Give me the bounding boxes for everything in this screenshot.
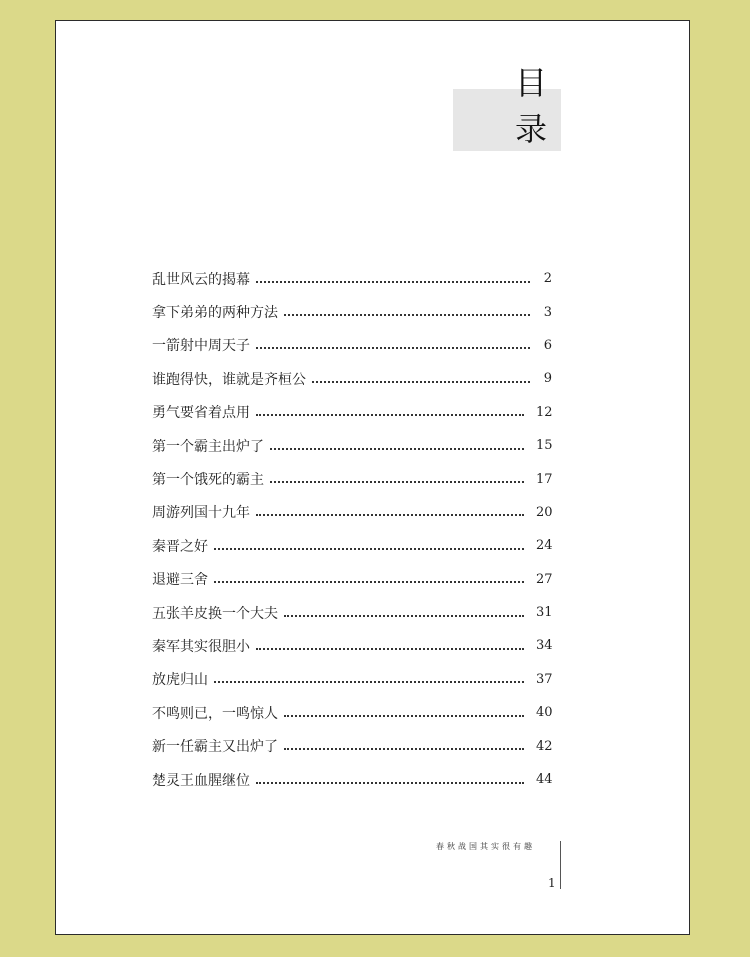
toc-entry-page: 17: [536, 471, 553, 487]
dot-leader: [256, 347, 530, 349]
toc-entry[interactable]: [152, 362, 552, 395]
dot-leader: [284, 314, 530, 316]
toc-entry-title: 五张羊皮换一个大夫: [152, 605, 278, 622]
toc-entry-page: 44: [536, 772, 553, 788]
dot-leader: [214, 581, 524, 583]
dot-leader: [256, 648, 524, 650]
toc-entry-title: 新一任霸主又出炉了: [152, 739, 278, 756]
dot-leader: [256, 514, 524, 516]
footer-divider: [560, 841, 561, 889]
toc-entry-page: 15: [536, 438, 553, 454]
toc-entry-page: 37: [536, 671, 553, 687]
toc-entry-title: 乱世风云的揭幕: [152, 271, 250, 288]
toc-entry-page: 24: [536, 538, 553, 554]
toc-entry[interactable]: [152, 529, 552, 562]
toc-entry-page: 9: [543, 371, 552, 387]
page-title-line-1: 目: [514, 64, 547, 102]
toc-entry-title: 退避三舍: [152, 572, 208, 589]
toc-entry[interactable]: [152, 696, 552, 729]
toc-entry[interactable]: [152, 763, 552, 796]
toc-entry-page: 31: [536, 605, 553, 621]
toc-entry[interactable]: [152, 629, 552, 662]
dot-leader: [214, 548, 524, 550]
toc-entry-page: 27: [536, 571, 553, 587]
dot-leader: [256, 414, 524, 416]
toc-entry-title: 秦晋之好: [152, 538, 208, 555]
page-number: 1: [548, 876, 556, 890]
dot-leader: [284, 615, 524, 617]
toc-entry[interactable]: [152, 729, 552, 762]
toc-entry-title: 勇气要省着点用: [152, 405, 250, 422]
toc-entry-page: 42: [536, 738, 553, 754]
dot-leader: [256, 782, 524, 784]
toc-entry[interactable]: [152, 596, 552, 629]
toc-entry-title: 周游列国十九年: [152, 505, 250, 522]
toc-entry[interactable]: [152, 396, 552, 429]
toc-entry[interactable]: [152, 329, 552, 362]
dot-leader: [270, 448, 524, 450]
toc-entry[interactable]: [152, 663, 552, 696]
dot-leader: [270, 481, 524, 483]
toc-entry-page: 20: [536, 504, 553, 520]
toc-entry[interactable]: [152, 262, 552, 295]
dot-leader: [284, 715, 524, 717]
book-page: [55, 20, 690, 935]
toc-entry[interactable]: [152, 429, 552, 462]
toc-entry-page: 3: [543, 304, 552, 320]
toc-entry[interactable]: [152, 462, 552, 495]
toc-entry-page: 40: [536, 705, 553, 721]
table-of-contents: [152, 262, 552, 796]
toc-entry[interactable]: [152, 295, 552, 328]
toc-entry-page: 6: [543, 337, 552, 353]
dot-leader: [284, 748, 524, 750]
toc-entry-title: 谁跑得快，谁就是齐桓公: [152, 371, 306, 388]
toc-entry-title: 秦军其实很胆小: [152, 638, 250, 655]
running-footer-title: 春秋战国其实很有趣: [436, 842, 535, 851]
dot-leader: [256, 281, 530, 283]
toc-entry[interactable]: [152, 496, 552, 529]
page-title-line-2: 录: [514, 110, 547, 148]
toc-entry-page: 34: [536, 638, 553, 654]
toc-entry-title: 一箭射中周天子: [152, 338, 250, 355]
toc-entry-page: 2: [543, 271, 552, 287]
toc-entry-title: 第一个霸主出炉了: [152, 438, 264, 455]
dot-leader: [214, 681, 524, 683]
toc-entry-title: 第一个饿死的霸主: [152, 472, 264, 489]
toc-entry[interactable]: [152, 563, 552, 596]
dot-leader: [312, 381, 530, 383]
toc-entry-title: 放虎归山: [152, 672, 208, 689]
toc-entry-page: 12: [536, 404, 553, 420]
toc-entry-title: 不鸣则已，一鸣惊人: [152, 705, 278, 722]
toc-entry-title: 拿下弟弟的两种方法: [152, 305, 278, 322]
toc-entry-title: 楚灵王血腥继位: [152, 772, 250, 789]
